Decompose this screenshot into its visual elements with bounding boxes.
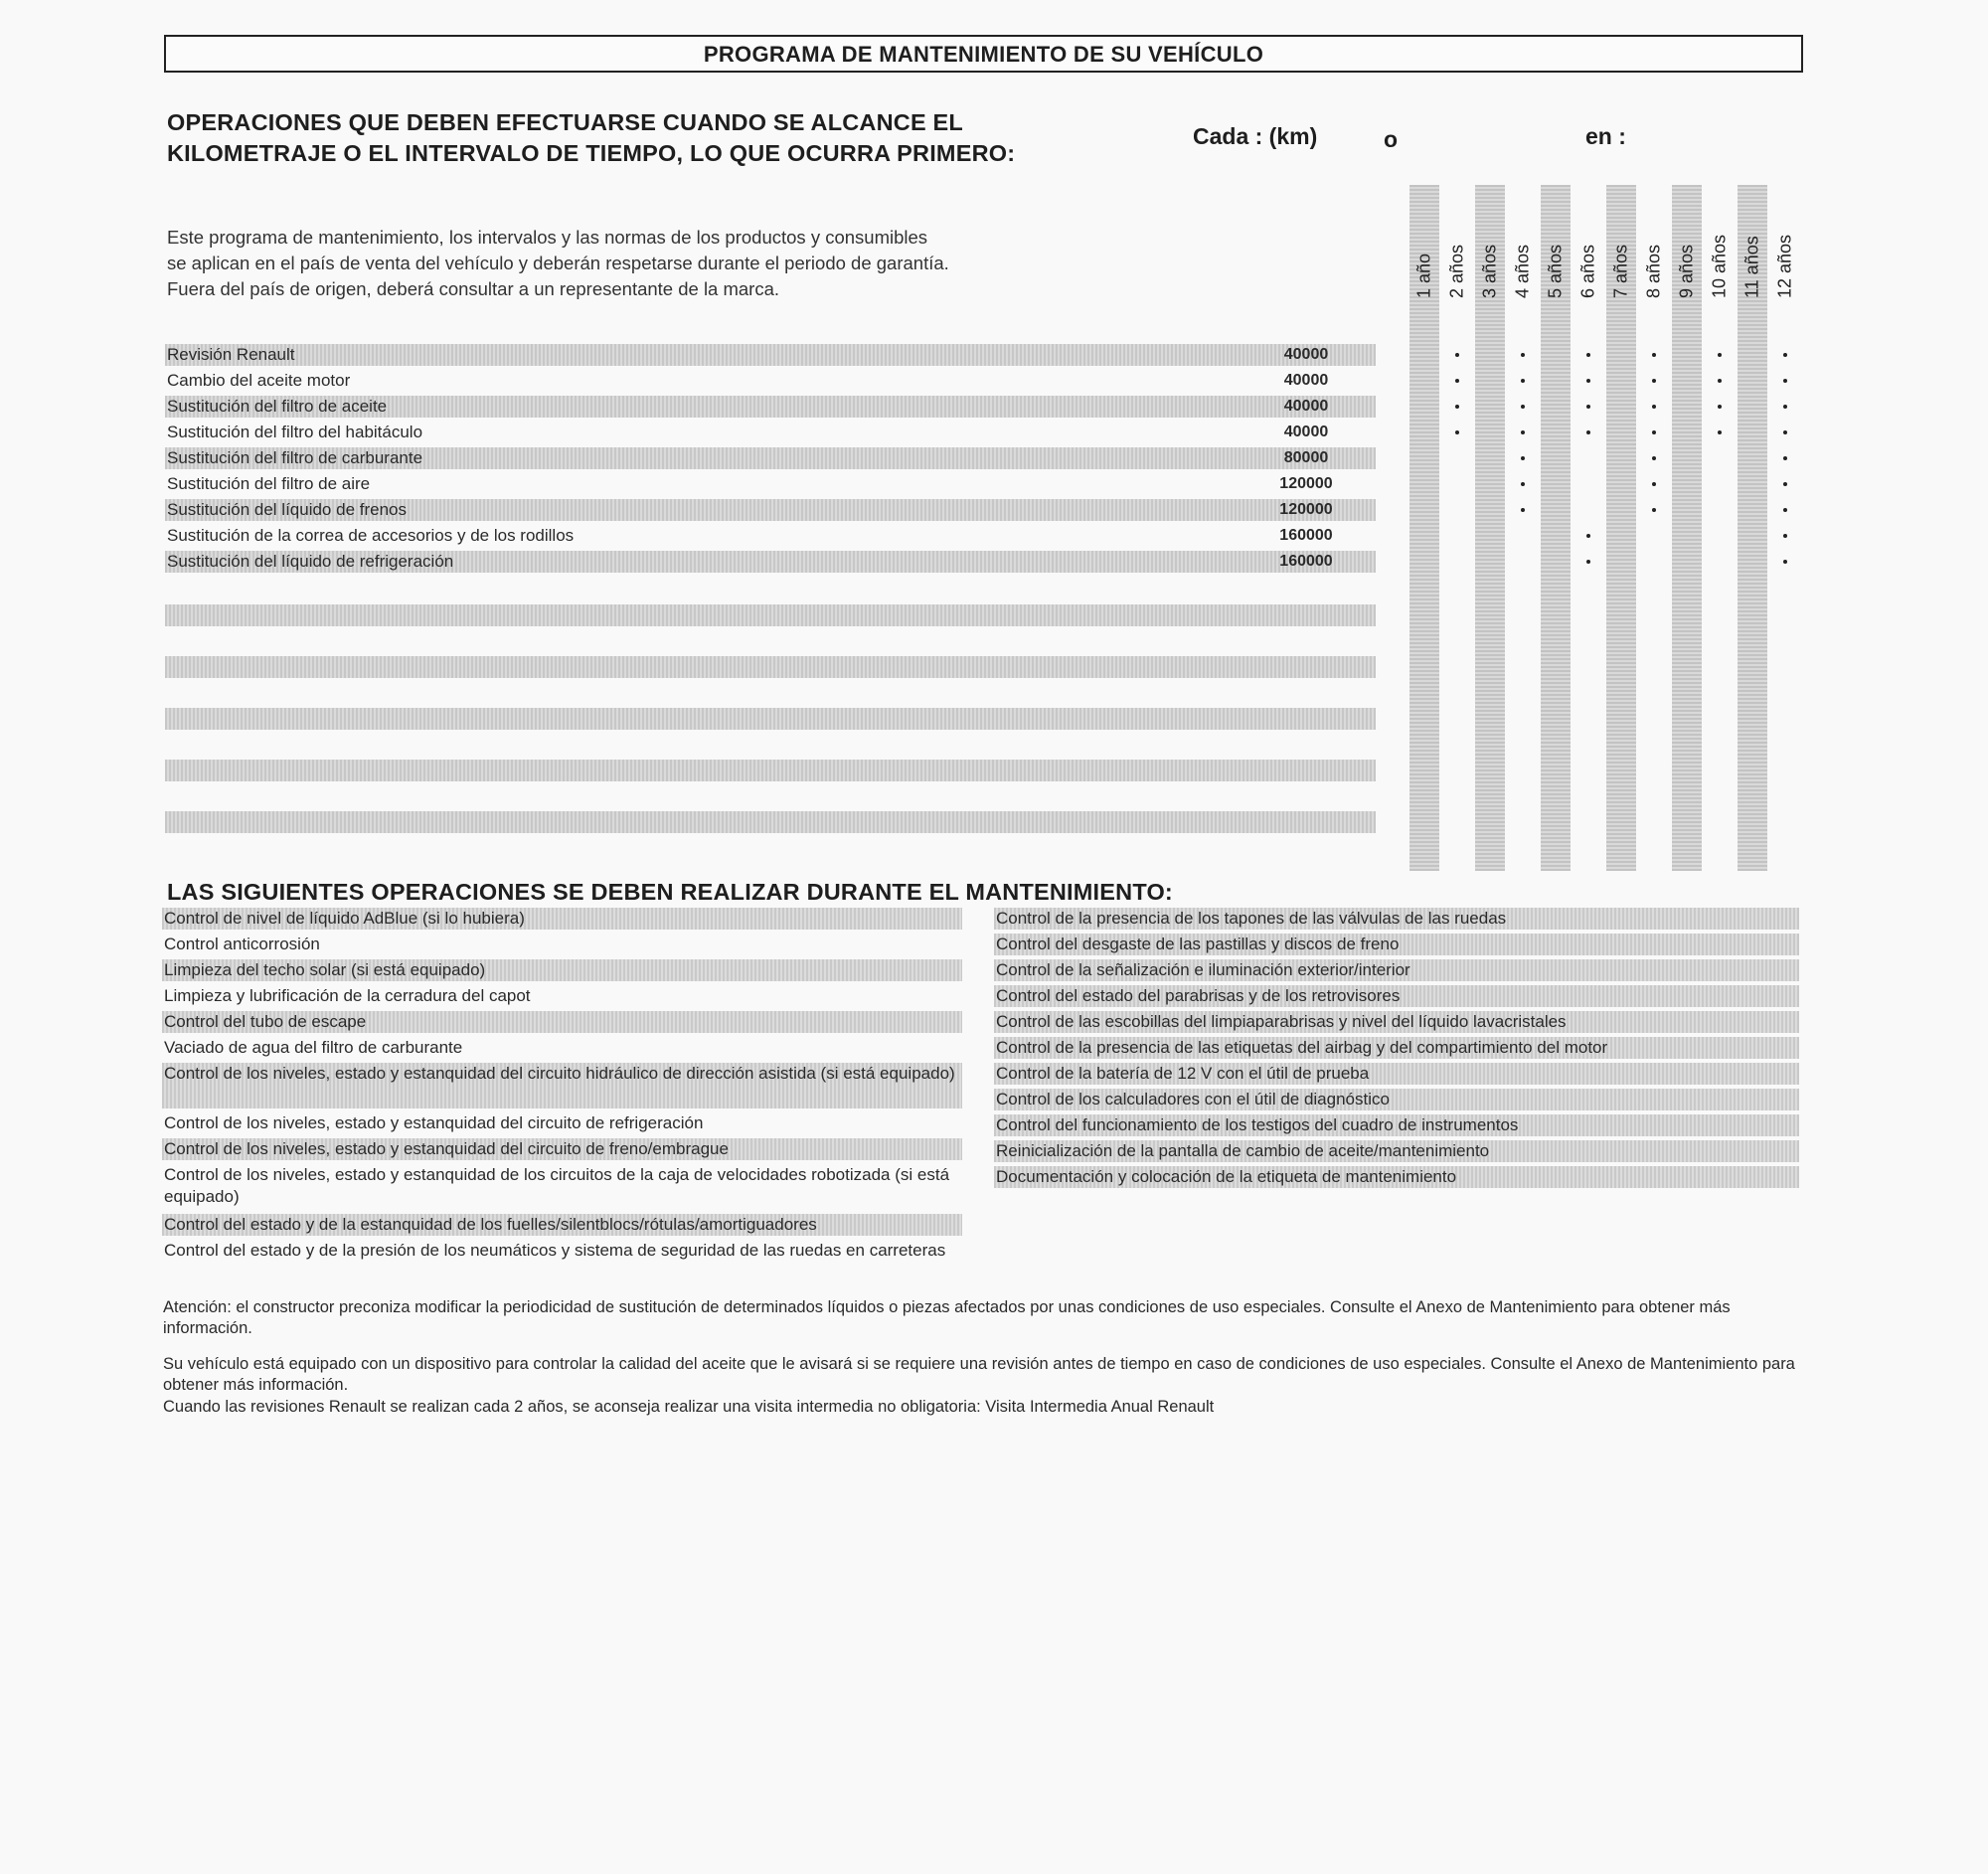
- list-item: Vaciado de agua del filtro de carburante: [164, 1038, 463, 1057]
- list-item: Control del estado y de la estanquidad de los fuelles/silentblocs/rótulas/amortiguadores: [162, 1214, 962, 1236]
- interval-dot: [1586, 534, 1590, 538]
- list-item: Control de la batería de 12 V con el útil de prueba: [994, 1063, 1799, 1085]
- interval-dot: [1455, 405, 1459, 409]
- list-item: Control de los niveles, estado y estanquidad del circuito hidráulico de dirección asistida (si está equipado): [162, 1063, 962, 1108]
- list-item: Control de la señalización e iluminación exterior/interior: [994, 959, 1799, 981]
- operations-heading-line1: OPERACIONES QUE DEBEN EFECTUARSE CUANDO SE ALCANCE EL: [167, 109, 963, 135]
- year-column: [1574, 185, 1603, 871]
- intro-line: Fuera del país de origen, deberá consultar a un representante de la marca.: [167, 278, 780, 299]
- interval-dot: [1586, 560, 1590, 564]
- year-label: 12 años: [1774, 234, 1795, 298]
- year-column: [1508, 185, 1538, 871]
- operation-name: Sustitución del filtro de aire: [167, 474, 371, 493]
- year-label: 7 años: [1610, 244, 1631, 298]
- table-row: [165, 473, 1376, 495]
- list-item: Control de la presencia de los tapones de las válvulas de las ruedas: [994, 908, 1799, 930]
- interval-dot: [1586, 379, 1590, 383]
- interval-dot: [1521, 456, 1525, 460]
- interval-dot: [1652, 405, 1656, 409]
- year-label: 11 años: [1741, 236, 1762, 298]
- list-item: Control del tubo de escape: [162, 1011, 962, 1033]
- year-label: 2 años: [1446, 244, 1467, 298]
- year-column: [1475, 185, 1505, 871]
- empty-row: [165, 708, 1376, 730]
- operation-km: 160000: [1279, 527, 1333, 544]
- table-row: [165, 422, 1376, 443]
- empty-row: [165, 656, 1376, 678]
- list-item: Control de los niveles, estado y estanquidad del circuito de freno/embrague: [162, 1138, 962, 1160]
- operation-name: Cambio del aceite motor: [167, 371, 351, 390]
- list-item: Limpieza y lubrificación de la cerradura del capot: [164, 986, 531, 1005]
- table-row: [165, 525, 1376, 547]
- operation-km: 40000: [1283, 398, 1329, 415]
- list-item: Control de los niveles, estado y estanquidad de los circuitos de la caja de velocidades robotizada (si está equipado): [164, 1165, 950, 1206]
- year-column: [1672, 185, 1702, 871]
- year-column: [1541, 185, 1571, 871]
- interval-dot: [1521, 405, 1525, 409]
- empty-row: [165, 760, 1376, 781]
- intro-line: se aplican en el país de venta del vehículo y deberán respetarse durante el periodo de garantía.: [167, 253, 949, 273]
- interval-dot: [1652, 353, 1656, 357]
- year-label: 5 años: [1545, 244, 1566, 298]
- note-dispositivo: Su vehículo está equipado con un dispositivo para controlar la calidad del aceite que le avisará si se requiere una revisión antes de tiempo en caso de condiciones de uso especiales. Consulte el Anexo de Mantenimiento para obtener más información.: [163, 1355, 1795, 1394]
- interval-dot: [1521, 379, 1525, 383]
- interval-dot: [1521, 482, 1525, 486]
- year-label: 10 años: [1709, 234, 1730, 298]
- table-row: [165, 370, 1376, 392]
- maintenance-operations-heading: LAS SIGUIENTES OPERACIONES SE DEBEN REALIZAR DURANTE EL MANTENIMIENTO:: [167, 879, 1173, 905]
- operation-km: 160000: [1279, 553, 1333, 570]
- year-grid: [1409, 185, 1807, 871]
- interval-dot: [1783, 560, 1787, 564]
- operation-km: 120000: [1279, 501, 1333, 518]
- operations-heading-line2: KILOMETRAJE O EL INTERVALO DE TIEMPO, LO QUE OCURRA PRIMERO:: [167, 140, 1016, 166]
- table-row: [165, 447, 1376, 469]
- table-row: [165, 551, 1376, 573]
- list-item: Reinicialización de la pantalla de cambio de aceite/mantenimiento: [994, 1140, 1799, 1162]
- list-item: Control de los niveles, estado y estanquidad del circuito de refrigeración: [164, 1113, 704, 1132]
- operations-heading: [167, 107, 1161, 169]
- operation-name: Sustitución del filtro de aceite: [167, 397, 388, 416]
- note-revisiones: Cuando las revisiones Renault se realizan cada 2 años, se aconseja realizar una visita intermedia no obligatoria: Visita Intermedia Anual Renault: [163, 1398, 1215, 1416]
- operation-km: 40000: [1283, 424, 1329, 440]
- interval-km-label: Cada : (km): [1193, 123, 1318, 149]
- list-item: Control del estado del parabrisas y de los retrovisores: [994, 985, 1799, 1007]
- empty-row: [165, 811, 1376, 833]
- year-column: [1770, 185, 1800, 871]
- operation-km: 80000: [1283, 449, 1329, 466]
- interval-dot: [1783, 534, 1787, 538]
- interval-dot: [1521, 430, 1525, 434]
- table-row: [165, 344, 1376, 366]
- table-row: [165, 396, 1376, 418]
- operation-name: Sustitución del filtro del habitáculo: [167, 423, 423, 441]
- table-row: [165, 499, 1376, 521]
- interval-dot: [1652, 482, 1656, 486]
- interval-dot: [1521, 508, 1525, 512]
- year-column: [1442, 185, 1472, 871]
- year-label: 1 año: [1413, 253, 1434, 298]
- operation-name: Sustitución del líquido de refrigeración: [167, 552, 454, 571]
- interval-dot: [1586, 430, 1590, 434]
- interval-dot: [1455, 430, 1459, 434]
- operation-km: 120000: [1279, 475, 1333, 492]
- note-atencion: Atención: el constructor preconiza modificar la periodicidad de sustitución de determinados líquidos o piezas afectados por unas condiciones de uso especiales. Consulte el Anexo de Mantenimiento para obtener más información.: [163, 1298, 1731, 1337]
- interval-dot: [1586, 405, 1590, 409]
- list-item: Control de los calculadores con el útil de diagnóstico: [994, 1089, 1799, 1110]
- interval-dot: [1783, 482, 1787, 486]
- list-item: Documentación y colocación de la etiqueta de mantenimiento: [994, 1166, 1799, 1188]
- intro-line: Este programa de mantenimiento, los intervalos y las normas de los productos y consumibles: [167, 227, 928, 248]
- interval-dot: [1521, 353, 1525, 357]
- operation-name: Sustitución de la correa de accesorios y de los rodillos: [167, 526, 575, 545]
- interval-dot: [1718, 379, 1722, 383]
- interval-dot: [1455, 353, 1459, 357]
- interval-dot: [1783, 456, 1787, 460]
- interval-dot: [1783, 508, 1787, 512]
- year-column: [1606, 185, 1636, 871]
- interval-dot: [1652, 456, 1656, 460]
- interval-dot: [1783, 379, 1787, 383]
- year-label: 3 años: [1479, 244, 1500, 298]
- interval-dot: [1652, 379, 1656, 383]
- list-item: Control anticorrosión: [164, 935, 320, 953]
- year-column: [1409, 185, 1439, 871]
- year-label: 8 años: [1643, 244, 1664, 298]
- interval-dot: [1455, 379, 1459, 383]
- list-item: Control del funcionamiento de los testigos del cuadro de instrumentos: [994, 1114, 1799, 1136]
- operation-name: Revisión Renault: [167, 345, 295, 364]
- interval-dot: [1783, 405, 1787, 409]
- intro-text: [167, 225, 1161, 302]
- interval-dot: [1783, 430, 1787, 434]
- or-label: o: [1384, 126, 1399, 152]
- year-label: 6 años: [1577, 244, 1598, 298]
- year-label: 4 años: [1512, 244, 1533, 298]
- interval-dot: [1718, 405, 1722, 409]
- year-column: [1639, 185, 1669, 871]
- list-item: Control de la presencia de las etiquetas del airbag y del compartimiento del motor: [994, 1037, 1799, 1059]
- interval-dot: [1783, 353, 1787, 357]
- operation-km: 40000: [1283, 346, 1329, 363]
- interval-dot: [1718, 430, 1722, 434]
- list-item: Control de las escobillas del limpiaparabrisas y nivel del líquido lavacristales: [994, 1011, 1799, 1033]
- interval-dot: [1652, 430, 1656, 434]
- list-item: Control del desgaste de las pastillas y discos de freno: [994, 934, 1799, 955]
- interval-time-label: en :: [1585, 123, 1626, 149]
- list-item: Limpieza del techo solar (si está equipado): [162, 959, 962, 981]
- interval-dot: [1652, 508, 1656, 512]
- year-column: [1705, 185, 1735, 871]
- operation-name: Sustitución del líquido de frenos: [167, 500, 407, 519]
- page-title: PROGRAMA DE MANTENIMIENTO DE SU VEHÍCULO: [164, 35, 1803, 73]
- year-label: 9 años: [1676, 244, 1697, 298]
- year-column: [1738, 185, 1767, 871]
- interval-dot: [1718, 353, 1722, 357]
- empty-row: [165, 604, 1376, 626]
- operation-km: 40000: [1283, 372, 1329, 389]
- list-item: Control de nivel de líquido AdBlue (si lo hubiera): [162, 908, 962, 930]
- operation-name: Sustitución del filtro de carburante: [167, 448, 423, 467]
- interval-dot: [1586, 353, 1590, 357]
- list-item: Control del estado y de la presión de los neumáticos y sistema de seguridad de las ruedas en carreteras: [164, 1241, 946, 1260]
